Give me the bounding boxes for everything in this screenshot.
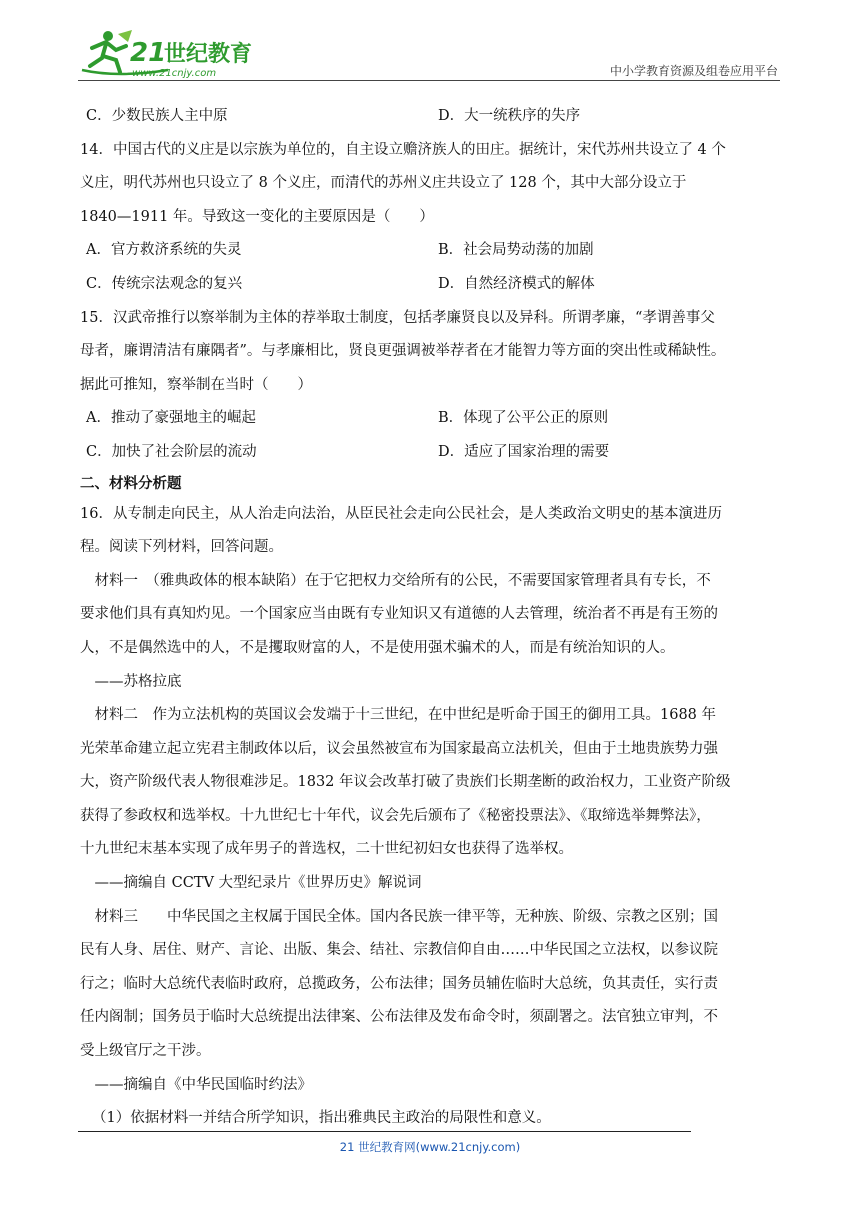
material3-line-3: 行之；临时大总统代表临时政府，总揽政务，公布法律；国务员辅佐临时大总统，负其责任，实行责 [80,975,718,992]
material3-line-5: 受上级官厅之干涉。 [80,1043,211,1060]
q16-stem-1: 16．从专制走向民主，从人治走向法治，从臣民社会走向公民社会，是人类政治文明史的基本演进历 [80,505,722,522]
q14-option-c[interactable]: C．传统宗法观念的复兴 [86,275,243,292]
material2-line-4: 获得了参政权和选举权。十九世纪七十年代，议会先后颁布了《秘密投票法》、《取缔选举舞弊法》， [80,807,711,824]
q15-stem-3: 据此可推知，察举制在当时（ ） [80,376,312,393]
material2-line-5: 十九世纪末基本实现了成年男子的普选权，二十世纪初妇女也获得了选举权。 [80,841,573,858]
q15-stem-2: 母者，廉谓清洁有廉隅者”。与孝廉相比，贤良更强调被举荐者在才能智力等方面的突出性或稀缺性。 [80,343,726,360]
svg-text:21: 21 [130,38,167,68]
material2-line-2: 光荣革命建立起立宪君主制政体以后，议会虽然被宣布为国家最高立法机关，但由于土地贵族势力强 [80,740,718,757]
q13-options-cd [86,100,786,134]
q14-options-cd [86,268,786,302]
material2-line-3: 大，资产阶级代表人物很难涉足。1832 年议会改革打破了贵族们长期垄断的政治权力，工业资产阶级 [80,774,731,791]
q15-option-d[interactable]: D．适应了国家治理的需要 [438,443,610,460]
material1-line-2: 要求他们具有真知灼见。一个国家应当由既有专业知识又有道德的人去管理，统治者不再是有王笏的 [80,606,718,623]
q14-stem-1: 14．中国古代的义庄是以宗族为单位的，自主设立赡济族人的田庄。据统计，宋代苏州共设立了 4 个 [80,141,726,158]
q13-option-c[interactable]: C．少数民族人主中原 [86,108,228,124]
page-header [78,26,778,80]
q15-option-a[interactable]: A．推动了豪强地主的崛起 [86,410,256,427]
q16-stem-2: 程。阅读下列材料，回答问题。 [80,539,283,556]
q13-option-d[interactable]: D．大一统秩序的失序 [438,108,581,124]
q16-subquestion-1: （1）依据材料一并结合所学知识，指出雅典民主政治的局限性和意义。 [92,1110,551,1127]
platform-name: 中小学教育资源及组卷应用平台 [609,64,778,78]
q15-option-b[interactable]: B．体现了公平公正的原则 [438,410,609,427]
material1-line-1: 材料一 （雅典政体的根本缺陷）在于它把权力交给所有的公民，不需要国家管理者具有专长，不 [80,572,711,589]
q14-option-d[interactable]: D．自然经济模式的解体 [438,275,595,292]
material3-source: ——摘编自《中华民国临时约法》 [80,1076,312,1093]
page-footer[interactable]: 21 世纪教育网(www.21cnjy.com) [339,1140,521,1154]
q14-stem-2: 义庄，明代苏州也只设立了 8 个义庄，而清代的苏州义庄共设立了 128 个，其中大部分设立于 [80,175,687,192]
svg-text:www.21cnjy.com: www.21cnjy.com [132,68,217,79]
q15-stem-1: 15．汉武帝推行以察举制为主体的荐举取士制度，包括孝廉贤良以及异科。所谓孝廉，“孝谓善事父 [80,309,715,326]
material2-line-1: 材料二 作为立法机构的英国议会发端于十三世纪，在中世纪是听命于国王的御用工具。1688 年 [80,707,717,724]
q14-option-a[interactable]: A．官方救济系统的失灵 [86,242,242,259]
material3-line-2: 民有人身、居住、财产、言论、出版、集会、结社、宗教信仰自由……中华民国之立法权，以参议院 [80,942,718,959]
q15-options-cd [86,436,786,470]
material3-line-1: 材料三 中华民国之主权属于国民全体。国内各民族一律平等，无种族、阶级、宗教之区别；国 [80,908,718,925]
q14-option-b[interactable]: B．社会局势动荡的加剧 [438,242,594,259]
question-content [80,100,786,1136]
21cnjy-logo [78,26,328,80]
material1-source: ——苏格拉底 [80,673,182,690]
section-heading: 二、材料分析题 [80,475,182,492]
q15-options-ab [86,402,786,436]
material2-source: ——摘编自 CCTV 大型纪录片《世界历史》解说词 [80,875,422,892]
footer-divider [78,1131,691,1132]
svg-text:世纪教育: 世纪教育 [164,42,253,67]
header-divider [78,80,780,81]
q14-options-ab [86,234,786,268]
q15-option-c[interactable]: C．加快了社会阶层的流动 [86,443,257,460]
material3-line-4: 任内阁制；国务员于临时大总统提出法律案、公布法律及发布命令时，须副署之。法官独立审判，不 [80,1009,718,1026]
q14-stem-3: 1840—1911 年。导致这一变化的主要原因是（ ） [80,208,434,225]
material1-line-3: 人，不是偶然选中的人，不是攫取财富的人，不是使用强术骗术的人，而是有统治知识的人。 [80,639,675,656]
